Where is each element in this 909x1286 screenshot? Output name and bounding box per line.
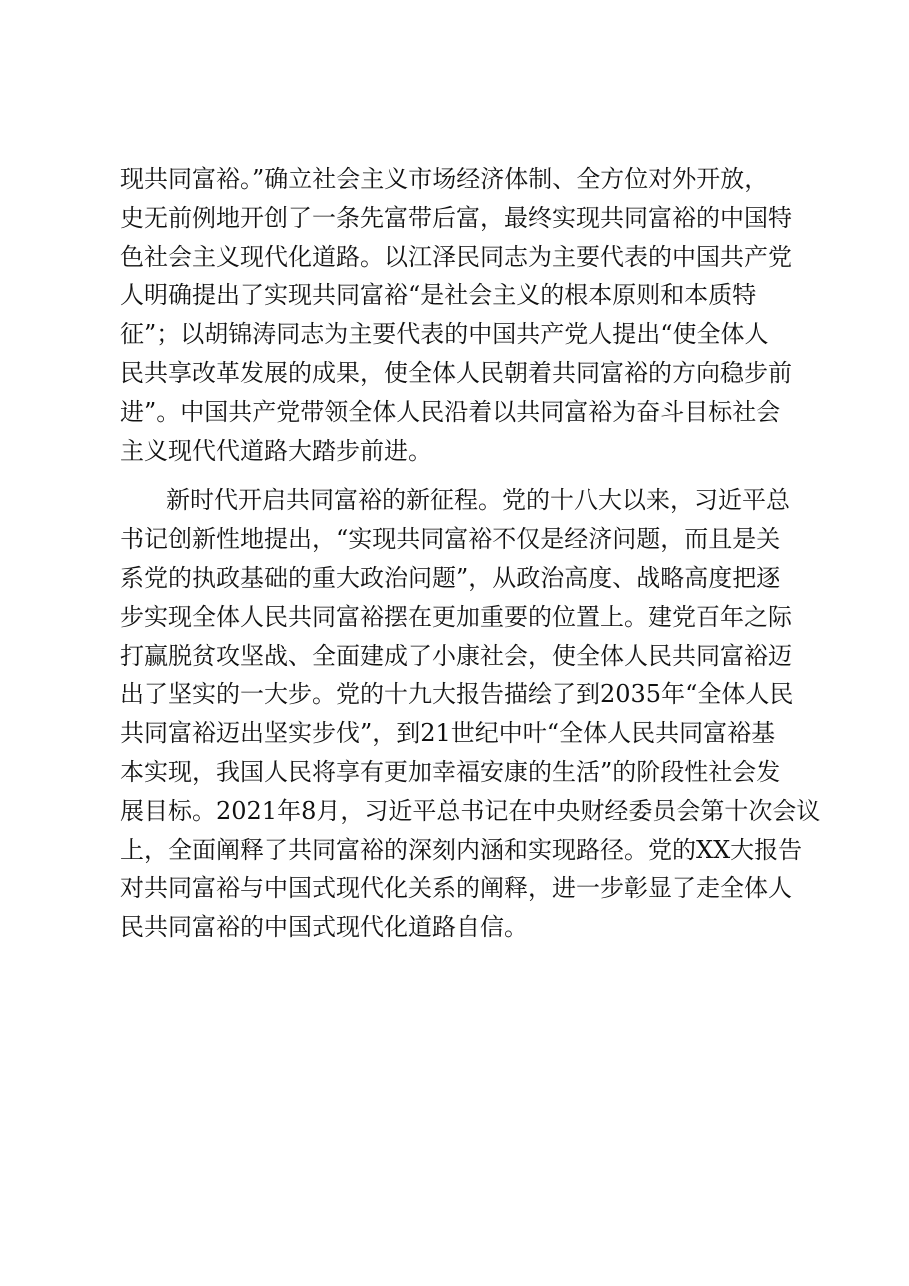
paragraph-line: 新时代开启共同富裕的新征程。党的十八大以来，习近平总 [166,486,790,515]
paragraph-line: 展目标。2021年8月，习近平总书记在中央财经委员会第十次会议 [120,796,821,825]
paragraph-line: 人明确提出了实现共同富裕“是社会主义的根本原则和本质特 [120,281,757,310]
document-body [120,160,820,947]
paragraph-line: 步实现全体人民共同富裕摆在更加重要的位置上。建党百年之际 [120,602,792,631]
paragraph-line: 打赢脱贫攻坚战、全面建成了小康社会，使全体人民共同富裕迈 [120,641,792,670]
paragraph-line: 上，全面阐释了共同富裕的深刻内涵和实现路径。党的XX大报告 [120,835,803,864]
paragraph-line: 共同富裕迈出坚实步伐”，到21世纪中叶“全体人民共同富裕基 [120,719,776,748]
paragraph-line: 民共同富裕的中国式现代化道路自信。 [120,913,528,942]
paragraph-line: 出了坚实的一大步。党的十九大报告描绘了到2035年“全体人民 [120,680,794,709]
paragraph-line: 征”；以胡锦涛同志为主要代表的中国共产党人提出“使全体人 [120,320,769,349]
paragraph-line: 进”。中国共产党带领全体人民沿着以共同富裕为奋斗目标社会 [120,397,781,426]
paragraph-line: 系党的执政基础的重大政治问题”，从政治高度、战略高度把逐 [120,563,781,592]
paragraph-line: 现共同富裕。”确立社会主义市场经济体制、全方位对外开放， [120,165,769,193]
paragraph-2 [120,481,820,947]
paragraph-1 [120,160,820,470]
paragraph-line: 本实现，我国人民将享有更加幸福安康的生活”的阶段性社会发 [120,757,781,786]
paragraph-gap [120,470,820,481]
paragraph-line: 对共同富裕与中国式现代化关系的阐释，进一步彰显了走全体人 [120,874,792,903]
paragraph-line: 主义现代代道路大踏步前进。 [120,436,432,465]
paragraph-line: 民共享改革发展的成果，使全体人民朝着共同富裕的方向稳步前 [120,358,792,387]
paragraph-line: 史无前例地开创了一条先富带后富，最终实现共同富裕的中国特 [120,203,792,232]
paragraph-line: 色社会主义现代化道路。以江泽民同志为主要代表的中国共产党 [120,242,792,271]
paragraph-line: 书记创新性地提出，“实现共同富裕不仅是经济问题，而且是关 [120,525,781,554]
